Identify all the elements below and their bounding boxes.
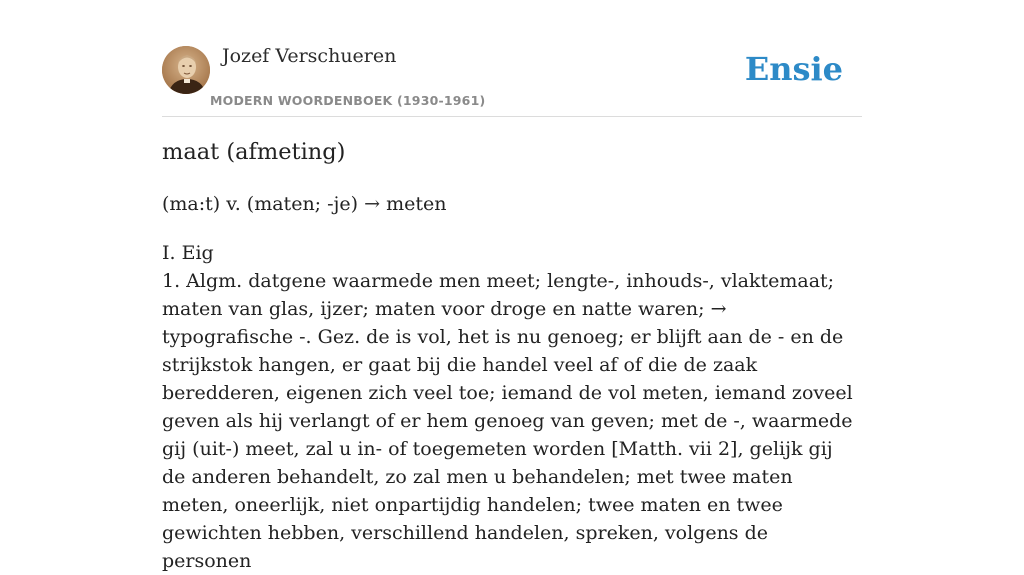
source-label[interactable]: MODERN WOORDENBOEK (1930-1961) [210, 93, 486, 108]
definition-text: 1. Algm. datgene waarmede men meet; lengte-, inhouds-, vlaktemaat; maten van glas, ijzer; maten voor droge en natte waren; [162, 270, 835, 320]
entry-body [162, 239, 862, 575]
arrow-right-icon: → [364, 193, 381, 215]
avatar[interactable] [162, 46, 210, 94]
pronunciation-text: (ma:t) v. (maten; -je) [162, 193, 359, 215]
definition-text-continued: -. Gez. de is vol, het is nu genoeg; er blijft aan de - en de strijkstok hangen, er gaat bij die handel veel af of die de zaak beredderen, eigenen zich veel toe; iemand de vol meten, iemand zoveel geven als hij verlangt of er hem genoeg van geven; met de -, waarmede gij (uit-) meet, zal u in- of toegemeten worden [Matth. vii 2], gelijk gij de anderen behandelt, zo zal men u behandelen; met twee maten meten, oneerlijk, niet onpartijdig handelen; twee maten en twee gewichten hebben, verschillend handelen, spreken, volgens de personen [162, 326, 853, 572]
header [162, 0, 862, 117]
author-name[interactable]: Jozef Verschueren [222, 45, 397, 67]
author-portrait-icon [162, 46, 210, 94]
page [162, 0, 862, 572]
arrow-right-icon: → [710, 298, 727, 320]
section-heading: I. Eig [162, 242, 214, 264]
see-also-link[interactable]: meten [386, 193, 447, 215]
typografische-link[interactable]: typografische [162, 326, 294, 348]
entry-title: maat (afmeting) [162, 139, 346, 165]
pronunciation-line [162, 193, 447, 215]
definition-paragraph [162, 267, 862, 575]
brand-logo[interactable]: Ensie [744, 50, 843, 88]
